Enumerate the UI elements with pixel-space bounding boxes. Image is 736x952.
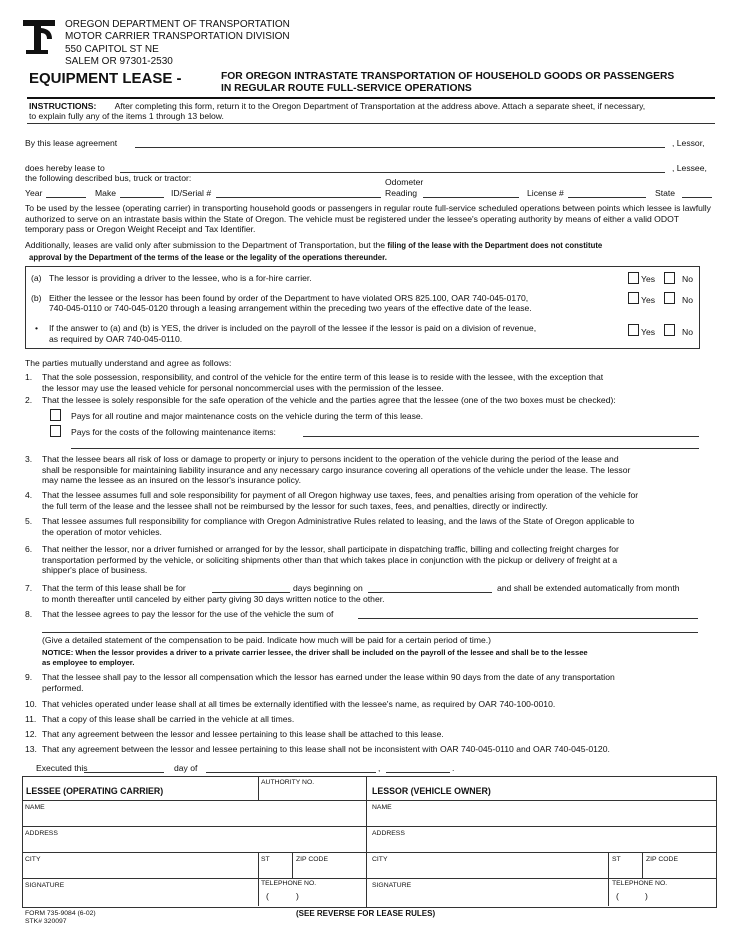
item-number: 1. bbox=[25, 372, 33, 382]
question-b-yes-checkbox[interactable] bbox=[628, 292, 639, 304]
by-this-label: By this lease agreement bbox=[25, 138, 118, 148]
item-6-text bbox=[42, 544, 714, 576]
make-field[interactable] bbox=[120, 197, 164, 198]
year-label: Year bbox=[25, 188, 43, 198]
day-of-label: day of bbox=[174, 763, 198, 773]
maintenance-items-checkbox[interactable] bbox=[50, 425, 61, 437]
question-c-no-checkbox[interactable] bbox=[664, 324, 675, 336]
item-11-text: That a copy of this lease shall be carried in the vehicle at all times. bbox=[42, 714, 295, 724]
item-text-line: shipper's place of business. bbox=[42, 565, 148, 575]
table-row-line bbox=[22, 826, 716, 827]
lessee-st-label: ST bbox=[261, 856, 270, 863]
item-3-text bbox=[42, 454, 714, 486]
lessee-zip-label: ZIP CODE bbox=[296, 856, 328, 863]
table-row-line bbox=[22, 852, 716, 853]
question-c-text-1: If the answer to (a) and (b) is YES, the driver is included on the payroll of the lessee if the lessor is paid on a division of revenue, bbox=[49, 323, 537, 333]
yes-label: Yes bbox=[641, 295, 656, 305]
executed-year-field[interactable] bbox=[386, 772, 450, 773]
item-text-line: performed. bbox=[42, 682, 84, 693]
reading-label: Reading bbox=[385, 188, 418, 198]
lessor-name-field[interactable] bbox=[135, 147, 665, 148]
lessee-title: LESSEE (OPERATING CARRIER) bbox=[26, 786, 164, 796]
lessee-suffix: , Lessee, bbox=[672, 163, 707, 173]
table-divider bbox=[258, 776, 259, 800]
authority-no-label: AUTHORITY NO. bbox=[261, 779, 315, 786]
item-text-line: That the lessee shall pay to the lessor all compensation which the lessor has earned under the lease within 90 days from the date of any transportation bbox=[42, 672, 615, 682]
lessor-phone-paren: ) bbox=[645, 891, 648, 901]
item-number: 10. bbox=[25, 699, 37, 709]
instructions bbox=[29, 101, 719, 112]
no-label: No bbox=[682, 295, 693, 305]
instructions-text: After completing this form, return it to the Oregon Department of Transportation at the address above. Attach a separate sheet, if necessary, bbox=[114, 101, 646, 111]
header-divider bbox=[27, 97, 715, 99]
table-divider bbox=[366, 776, 367, 907]
license-field[interactable] bbox=[568, 197, 646, 198]
table-divider bbox=[642, 852, 643, 878]
item-7-mid: days beginning on bbox=[293, 583, 363, 593]
bullet-icon: • bbox=[35, 323, 39, 333]
question-b-label: (b) bbox=[31, 293, 42, 303]
comma: , bbox=[378, 763, 381, 773]
item-7-pre: That the term of this lease shall be for bbox=[42, 583, 186, 593]
item-2-text: That the lessee is solely responsible for the safe operation of the vehicle and the parties agree that the lessee (one of the two boxes must be checked): bbox=[42, 395, 616, 405]
lessee-phone-paren: ( bbox=[266, 891, 269, 901]
item-8-text: That the lessee agrees to pay the lessor for the use of the vehicle the sum of bbox=[42, 609, 334, 619]
lease-term-days-field[interactable] bbox=[212, 592, 290, 593]
item-number: 9. bbox=[25, 672, 33, 682]
additional-text: Additionally, leases are valid only after submission to the Department of Transportation, but the bbox=[25, 240, 388, 250]
lessor-st-label: ST bbox=[612, 856, 621, 863]
question-a-yes-checkbox[interactable] bbox=[628, 272, 639, 284]
item-10-text: That vehicles operated under lease shall at all times be externally identified with the lessee's name, as required by OAR 740-100-0010. bbox=[42, 699, 556, 709]
question-a-text: The lessor is providing a driver to the lessee, who is a for-hire carrier. bbox=[49, 273, 312, 283]
table-row-line bbox=[22, 800, 716, 801]
item-1-text bbox=[42, 372, 714, 393]
odot-logo-icon bbox=[22, 19, 56, 55]
item-text-line: the full term of the lease and the lessee shall not be reimbursed by the lessor for such taxes, fees, and penalties, directly or indirectly. bbox=[42, 500, 548, 511]
stock-number: STK# 320097 bbox=[25, 918, 67, 925]
compensation-field[interactable] bbox=[358, 618, 698, 619]
item-text-line: That lessee assumes full responsibility for compliance with Oregon Administrative Rules related to leasing, and the laws of the State of Oregon applicable to bbox=[42, 516, 635, 526]
yes-label: Yes bbox=[641, 327, 656, 337]
lessor-telephone-label: TELEPHONE NO. bbox=[612, 880, 668, 887]
item-number: 4. bbox=[25, 490, 33, 500]
maintenance-all-label: Pays for all routine and major maintenance costs on the vehicle during the term of this lease. bbox=[71, 411, 424, 421]
lessee-city-label: CITY bbox=[25, 856, 41, 863]
agency-line: SALEM OR 97301-2530 bbox=[65, 55, 173, 67]
lessee-name-field[interactable] bbox=[120, 172, 665, 173]
item-13-text: That any agreement between the lessor and lessee pertaining to this lease shall not be inconsistent with OAR 740-045-0110 and OAR 740-045-0120. bbox=[42, 744, 610, 754]
lease-start-date-field[interactable] bbox=[368, 592, 492, 593]
item-12-text: That any agreement between the lessor and lessee pertaining to this lease shall be attached to this lease. bbox=[42, 729, 444, 739]
question-b-no-checkbox[interactable] bbox=[664, 292, 675, 304]
id-serial-field[interactable] bbox=[216, 197, 381, 198]
executed-this-label: Executed this bbox=[36, 763, 88, 773]
executed-month-field[interactable] bbox=[206, 772, 376, 773]
question-a-label: (a) bbox=[31, 273, 42, 283]
lessor-signature-label: SIGNATURE bbox=[372, 882, 412, 889]
no-label: No bbox=[682, 274, 693, 284]
no-label: No bbox=[682, 327, 693, 337]
additional-bold-1: filing of the lease with the Department does not constitute bbox=[387, 241, 603, 250]
item-number: 12. bbox=[25, 729, 37, 739]
table-row-line bbox=[22, 878, 716, 879]
question-c-text-2: as required by OAR 740-045-0110. bbox=[49, 334, 183, 344]
lease-to-label: does hereby lease to bbox=[25, 163, 105, 173]
maintenance-items-field[interactable] bbox=[303, 436, 699, 437]
notice-line: as employee to employer. bbox=[42, 657, 135, 667]
compensation-field-2[interactable] bbox=[42, 632, 698, 633]
period: . bbox=[452, 763, 455, 773]
executed-day-field[interactable] bbox=[84, 772, 164, 773]
item-text-line: may name the lessee as an insured on the lessor's insurance policy. bbox=[42, 475, 301, 485]
question-b-text-1: Either the lessee or the lessor has been found by order of the Department to have violated ORS 825.100, OAR 740-045-0170, bbox=[49, 293, 529, 303]
lessor-zip-label: ZIP CODE bbox=[646, 856, 678, 863]
item-text-line: That the sole possession, responsibility, and control of the vehicle for the entire term of this lease is to reside with the lessee, with the exception that bbox=[42, 372, 604, 382]
item-7-post: and shall be extended automatically from month bbox=[497, 583, 680, 593]
agree-intro: The parties mutually understand and agree as follows: bbox=[25, 358, 232, 368]
lessee-address-label: ADDRESS bbox=[25, 830, 58, 837]
maintenance-all-checkbox[interactable] bbox=[50, 409, 61, 421]
state-label: State bbox=[655, 188, 676, 198]
item-text-line: That the lessee bears all risk of loss or damage to property or injury to persons incident to the operation of the vehicle during the period of the lease and bbox=[42, 454, 619, 464]
item-number: 11. bbox=[25, 714, 37, 724]
intro-paragraph: To be used by the lessee (operating carrier) in transporting household goods or passengers in regular route full-service scheduled operations between points which lessee is lawfully authorized to serve on an intrastate basis within the State of Oregon. The vehicle must be registered under the lessee's operating authority by means of either a valid ODOT temporary pass or Oregon Weight Receipt and Tax Identifier. bbox=[25, 203, 711, 234]
instructions-text-2: to explain fully any of the items 1 through 13 below. bbox=[29, 111, 224, 121]
agency-line: MOTOR CARRIER TRANSPORTATION DIVISION bbox=[65, 31, 290, 43]
yes-label: Yes bbox=[641, 274, 656, 284]
lessor-name-label: NAME bbox=[372, 804, 392, 811]
item-9-text bbox=[42, 672, 714, 693]
state-field[interactable] bbox=[682, 197, 712, 198]
item-8-detail: (Give a detailed statement of the compensation to be paid. Indicate how much will be paid for a certain period of time.) bbox=[42, 635, 492, 645]
lessee-phone-paren: ) bbox=[296, 891, 299, 901]
item-text-line: the operation of motor vehicles. bbox=[42, 526, 162, 537]
reverse-note: (SEE REVERSE FOR LEASE RULES) bbox=[296, 909, 436, 918]
item-text-line: shall be responsible for maintaining liability insurance and any necessary cargo insurance covering all operations of the vehicle under the lease. The lessor bbox=[42, 464, 631, 475]
lessor-phone-paren: ( bbox=[616, 891, 619, 901]
maintenance-items-field-2[interactable] bbox=[71, 448, 699, 449]
additional-paragraph bbox=[25, 240, 717, 263]
form-subtitle-1: FOR OREGON INTRASTATE TRANSPORTATION OF HOUSEHOLD GOODS OR PASSENGERS bbox=[221, 71, 675, 82]
year-field[interactable] bbox=[46, 197, 86, 198]
item-number: 6. bbox=[25, 544, 33, 554]
question-a-no-checkbox[interactable] bbox=[664, 272, 675, 284]
id-serial-label: ID/Serial # bbox=[171, 188, 212, 198]
item-number: 7. bbox=[25, 583, 33, 593]
item-number: 13. bbox=[25, 744, 37, 754]
instructions-label: INSTRUCTIONS: bbox=[29, 101, 97, 111]
form-title: EQUIPMENT LEASE - bbox=[29, 70, 182, 87]
odometer-field[interactable] bbox=[423, 197, 519, 198]
question-b-text-2: 740-045-0110 or 740-045-0120 through a leasing arrangement within the preceding two years of the effective date of the lease. bbox=[49, 303, 532, 313]
lessor-city-label: CITY bbox=[372, 856, 388, 863]
odometer-label: Odometer bbox=[385, 177, 424, 187]
item-number: 2. bbox=[25, 395, 33, 405]
item-text-line: That neither the lessor, nor a driver furnished or arranged for by the lessor, shall participate in dispatching traffic, billing and collecting freight charges for bbox=[42, 544, 619, 554]
lessee-telephone-label: TELEPHONE NO. bbox=[261, 880, 317, 887]
question-c-yes-checkbox[interactable] bbox=[628, 324, 639, 336]
table-divider bbox=[292, 852, 293, 878]
lessor-address-label: ADDRESS bbox=[372, 830, 405, 837]
agency-line: 550 CAPITOL ST NE bbox=[65, 43, 159, 55]
make-label: Make bbox=[95, 188, 117, 198]
form-subtitle-2: IN REGULAR ROUTE FULL-SERVICE OPERATIONS bbox=[221, 83, 472, 94]
lessee-name-label: NAME bbox=[25, 804, 45, 811]
item-7-text-2: to month thereafter until canceled by either party giving 30 days written notice to the other. bbox=[42, 594, 385, 604]
item-text-line: the lessor may use the leased vehicle for personal noncommercial uses with the permission of the lessee. bbox=[42, 382, 444, 393]
additional-bold-2: approval by the Department of the terms of the lease or the legality of the operations thereunder. bbox=[29, 252, 387, 262]
lessor-title: LESSOR (VEHICLE OWNER) bbox=[372, 786, 491, 796]
item-5-text bbox=[42, 516, 714, 537]
notice-line: NOTICE: When the lessor provides a driver to a private carrier lessee, the driver shall be included on the payroll of the lessee and shall be to the lessee bbox=[42, 648, 588, 657]
table-divider bbox=[258, 852, 259, 906]
notice-text bbox=[42, 648, 718, 667]
maintenance-items-label: Pays for the costs of the following maintenance items: bbox=[71, 427, 276, 437]
item-4-text bbox=[42, 490, 714, 511]
lessee-signature-label: SIGNATURE bbox=[25, 882, 65, 889]
vehicle-described-label: the following described bus, truck or tractor: bbox=[25, 173, 192, 183]
instructions-divider bbox=[27, 123, 715, 124]
item-number: 8. bbox=[25, 609, 33, 619]
item-number: 5. bbox=[25, 516, 33, 526]
item-number: 3. bbox=[25, 454, 33, 464]
agency-address bbox=[65, 19, 290, 68]
item-text-line: That the lessee assumes full and sole responsibility for payment of all Oregon highway use taxes, fees, and penalties arising from operation of the vehicle for bbox=[42, 490, 639, 500]
license-label: License # bbox=[527, 188, 564, 198]
form-number: FORM 735-9084 (6-02) bbox=[25, 910, 96, 917]
agency-line: OREGON DEPARTMENT OF TRANSPORTATION bbox=[65, 19, 290, 30]
table-divider bbox=[608, 852, 609, 906]
lessor-suffix: , Lessor, bbox=[672, 138, 705, 148]
item-text-line: transportation performed by the vehicle, or soliciting shipments other than that which takes place in conjunction with the pickup or delivery of freight at a bbox=[42, 554, 618, 565]
